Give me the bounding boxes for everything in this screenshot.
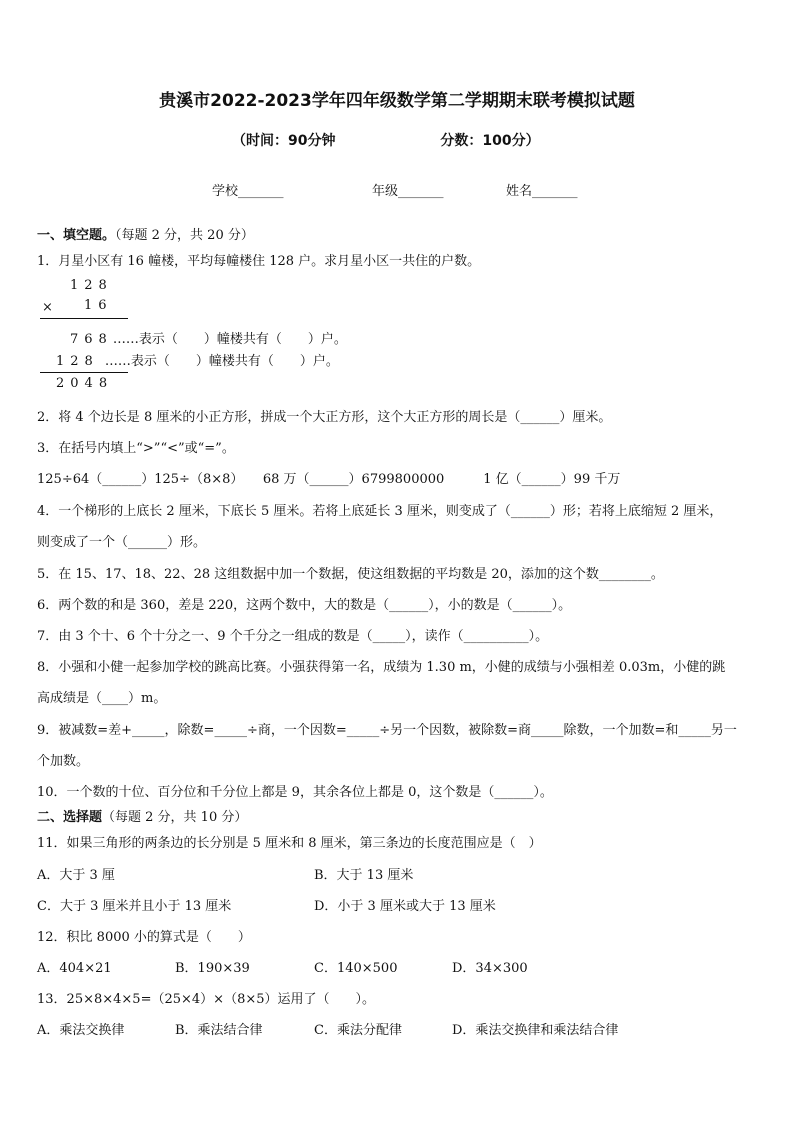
q12-option-b: B．190×39 — [175, 961, 250, 976]
question-8-line-2: 高成绩是（____）m。 — [37, 691, 167, 706]
section-2-heading — [37, 806, 247, 825]
calc-partial-1-value: 768 — [70, 332, 113, 347]
section-1-heading — [37, 224, 254, 243]
q11-option-d: D．小于 3 厘米或大于 13 厘米 — [314, 899, 496, 914]
exam-subtitle — [232, 130, 652, 150]
name-field: 姓名_______ — [506, 184, 578, 199]
q11-option-a: A．大于 3 厘 — [37, 868, 115, 883]
exam-title: 贵溪市2022-2023学年四年级数学第二学期期末联考模拟试题 — [159, 91, 635, 111]
section-2-note: （每题 2 分，共 10 分） — [102, 810, 248, 825]
question-9-line-1: 9．被减数=差+_____，除数=_____÷商，一个因数=_____÷另一个因数，被除数=商_____除数，一个加数=和_____另一 — [37, 723, 737, 738]
question-6: 6．两个数的和是 360，差是 220，这两个数中，大的数是（______），小的数是（______）。 — [37, 598, 572, 613]
q12-option-a: A．404×21 — [37, 961, 112, 976]
section-1-title: 一、填空题。 — [37, 228, 116, 243]
question-1: 1．月星小区有 16 幢楼，平均每幢楼住 128 户。求月星小区一共住的户数。 — [37, 254, 481, 269]
calc-multiplier: 16 — [84, 298, 113, 313]
calc-rule-1 — [40, 318, 128, 319]
section-2-title: 二、选择题 — [37, 810, 103, 825]
multiplication-working — [40, 278, 440, 398]
times-sign: × — [42, 300, 53, 315]
calc-partial-2-value: 128 — [56, 354, 99, 369]
calc-rule-2 — [40, 372, 128, 373]
question-11: 11．如果三角形的两条边的长分别是 5 厘米和 8 厘米，第三条边的长度范围应是（ ） — [37, 836, 542, 851]
total-score: 分数：100分） — [440, 133, 540, 149]
question-10: 10．一个数的十位、百分位和千分位上都是 9，其余各位上都是 0，这个数是（______）。 — [37, 785, 553, 800]
calc-partial-1-note: ……表示（ ）幢楼共有（ ）户。 — [112, 332, 347, 347]
q12-option-d: D．34×300 — [452, 961, 528, 976]
section-1-note: （每题 2 分，共 20 分） — [115, 228, 254, 243]
q11-option-b: B．大于 13 厘米 — [314, 868, 414, 883]
calc-partial-2-note: ……表示（ ）幢楼共有（ ）户。 — [104, 354, 339, 369]
q12-option-c: C．140×500 — [314, 961, 398, 976]
calc-partial-2 — [56, 350, 339, 369]
question-9-line-2: 个加数。 — [37, 754, 90, 769]
time-limit: （时间：90分钟 — [232, 133, 336, 149]
question-4-line-1: 4．一个梯形的上底长 2 厘米，下底长 5 厘米。若将上底延长 3 厘米，则变成了（______）形；若将上底缩短 2 厘米， — [37, 504, 723, 519]
q13-option-b: B．乘法结合律 — [175, 1023, 263, 1038]
q13-option-c: C．乘法分配律 — [314, 1023, 402, 1038]
grade-field: 年级_______ — [372, 184, 444, 199]
school-field: 学校_______ — [212, 184, 284, 199]
q13-option-d: D．乘法交换律和乘法结合律 — [452, 1023, 619, 1038]
q13-option-a: A．乘法交换律 — [37, 1023, 125, 1038]
question-2: 2．将 4 个边长是 8 厘米的小正方形，拼成一个大正方形，这个大正方形的周长是（______）厘米。 — [37, 410, 612, 425]
question-13: 13．25×8×4×5=（25×4）×（8×5）运用了（ ）。 — [37, 992, 376, 1007]
question-8-line-1: 8．小强和小健一起参加学校的跳高比赛。小强获得第一名，成绩为 1.30 m，小健的成绩与小强相差 0.03m，小健的跳 — [37, 660, 726, 675]
question-3-items: 125÷64（______）125÷（8×8） 68 万（______）6799800000 1 亿（______）99 千万 — [37, 472, 621, 487]
calc-partial-1 — [70, 328, 347, 347]
question-7: 7．由 3 个十、6 个十分之一、9 个千分之一组成的数是（_____），读作（__________）。 — [37, 629, 549, 644]
q11-option-c: C．大于 3 厘米并且小于 13 厘米 — [37, 899, 232, 914]
question-12: 12．积比 8000 小的算式是（ ） — [37, 930, 251, 945]
calc-multiplicand: 128 — [70, 278, 113, 293]
question-4-line-2: 则变成了一个（______）形。 — [37, 535, 207, 550]
question-5: 5．在 15、17、18、22、28 这组数据中加一个数据，使这组数据的平均数是 20，添加的这个数________。 — [37, 567, 664, 582]
question-3: 3．在括号内填上“>”“<”或“=”。 — [37, 441, 235, 456]
calc-product: 2048 — [56, 376, 114, 391]
